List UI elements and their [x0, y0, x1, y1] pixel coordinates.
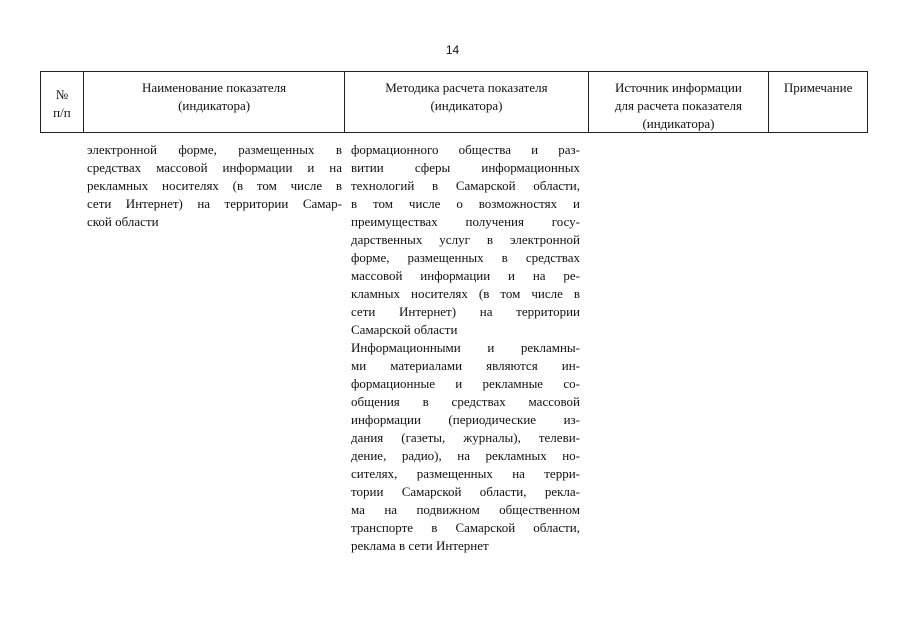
text-line: технологий в Самарской области,	[351, 178, 580, 193]
text-line: преимуществах получения госу-	[351, 214, 580, 229]
text-line: ской области	[87, 214, 159, 229]
text-line: дания (газеты, журналы), телеви-	[351, 430, 580, 445]
header-calculation-method: Методика расчета показателя (индикатора)	[345, 72, 588, 132]
text-line: кламных носителях (в том числе в	[351, 286, 580, 301]
indicator-name-cell	[87, 141, 342, 231]
text-line: средствах массовой информации и на	[87, 160, 342, 175]
text-line: сети Интернет) на территории	[351, 304, 580, 319]
header-information-source: Источник информации для расчета показателя (индикатора)	[589, 72, 770, 132]
text-line: формационные и рекламные со-	[351, 376, 580, 391]
text-line: сителях, размещенных на терри-	[351, 466, 580, 481]
text-line: дение, радио), на рекламных но-	[351, 448, 580, 463]
text-line: Самарской области	[351, 322, 458, 337]
text-line: форме, размещенных в средствах	[351, 250, 580, 265]
text-line: дарственных услуг в электронной	[351, 232, 580, 247]
text-line: рекламных носителях (в том числе в	[87, 178, 342, 193]
text-line: сети Интернет) на территории Самар-	[87, 196, 342, 211]
text-line: в том числе о возможностях и	[351, 196, 580, 211]
header-note: Примечание	[783, 80, 853, 95]
text-line: витии сферы информационных	[351, 160, 580, 175]
text-line: ми материалами являются ин-	[351, 358, 580, 373]
table-header-row	[40, 71, 868, 133]
text-line: тории Самарской области, рекла-	[351, 484, 580, 499]
text-line: транспорте в Самарской области,	[351, 520, 580, 535]
header-number: № п/п	[41, 72, 84, 132]
calculation-method-cell	[351, 141, 580, 555]
header-indicator-name: Наименование показателя (индикатора)	[84, 72, 345, 132]
text-line: общения в средствах массовой	[351, 394, 580, 409]
text-line: электронной форме, размещенных в	[87, 142, 342, 157]
text-line: Информационными и рекламны-	[351, 340, 580, 355]
page-number: 14	[445, 43, 460, 57]
text-line: массовой информации и на ре-	[351, 268, 580, 283]
text-line: ма на подвижном общественном	[351, 502, 580, 517]
text-line: реклама в сети Интернет	[351, 538, 489, 553]
text-line: формационного общества и раз-	[351, 142, 580, 157]
text-line: информации (периодические из-	[351, 412, 580, 427]
